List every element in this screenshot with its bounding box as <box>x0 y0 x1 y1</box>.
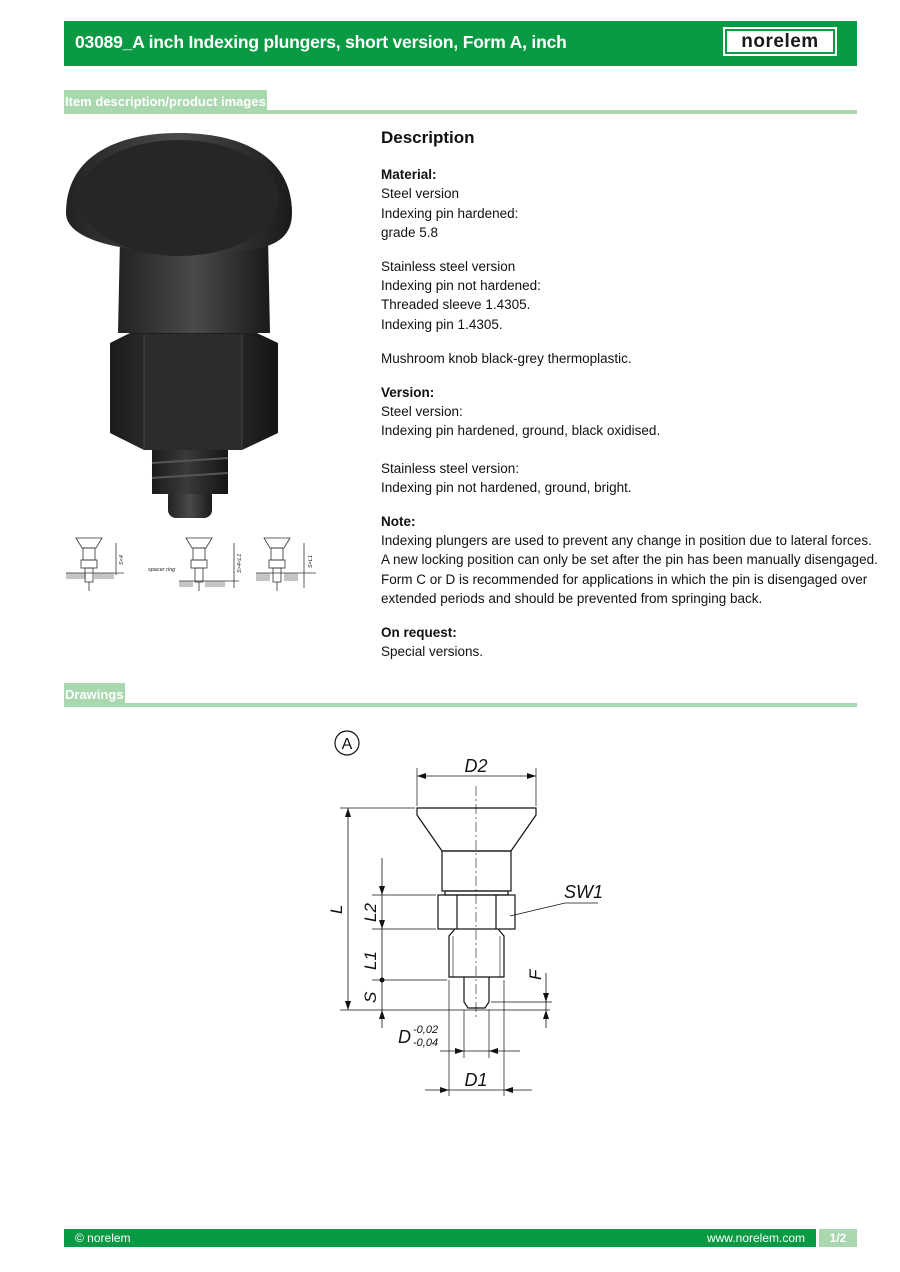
thumb-label-3: S=L1 <box>308 555 314 568</box>
request-label: On request: <box>381 625 457 641</box>
version-line: Stainless steel version: <box>381 460 520 476</box>
version-label: Version: <box>381 385 435 401</box>
stainless-block <box>381 257 861 334</box>
form-label: A <box>341 736 353 753</box>
spacer <box>381 441 861 459</box>
thumb-label-1: S<4 <box>119 555 125 565</box>
label-s: S <box>361 991 380 1003</box>
header-bar <box>64 21 857 66</box>
footer-bar <box>64 1229 857 1247</box>
version-block <box>381 383 861 497</box>
label-l1: L1 <box>361 951 380 970</box>
stainless-line: Threaded sleeve 1.4305. <box>381 297 531 313</box>
knob-line: Mushroom knob black-grey thermoplastic. <box>381 350 632 366</box>
label-d2: D2 <box>464 756 488 776</box>
stainless-line: Stainless steel version <box>381 259 516 275</box>
product-photo <box>64 128 294 528</box>
section-divider <box>64 703 857 707</box>
material-line: Indexing pin hardened: <box>381 205 519 221</box>
footer-website-link[interactable]: www.norelem.com <box>706 1231 805 1245</box>
note-line: Form C or D is recommended for applications in which the pin is disengaged over <box>381 571 868 587</box>
footer-copyright: © norelem <box>75 1231 131 1245</box>
label-tolerance-lower: -0,04 <box>413 1037 439 1049</box>
section-item-description <box>64 90 857 114</box>
note-line: A new locking position can only be set after the pin has been manually disengaged. <box>381 552 878 568</box>
section-drawings <box>64 683 857 707</box>
label-d1: D1 <box>464 1070 488 1090</box>
thumb-label-spacer: spacer ring <box>148 567 176 573</box>
note-label: Note: <box>381 514 416 530</box>
page-title: 03089_A inch Indexing plungers, short version, Form A, inch <box>75 32 567 52</box>
note-line: extended periods and should be prevented from springing back. <box>381 590 763 606</box>
request-block <box>381 623 861 661</box>
label-l: L <box>327 904 346 914</box>
label-sw1: SW1 <box>564 882 604 902</box>
knob-block <box>381 349 861 368</box>
material-label: Material: <box>381 167 437 183</box>
label-tolerance-upper: -0,02 <box>413 1024 439 1036</box>
label-f: F <box>526 969 545 980</box>
description-heading: Description <box>381 128 475 147</box>
description-panel <box>381 128 878 676</box>
norelem-logo <box>723 27 837 56</box>
mounting-thumbnails <box>64 533 324 603</box>
stainless-line: Indexing pin 1.4305. <box>381 316 503 332</box>
material-line: grade 5.8 <box>381 224 439 240</box>
thumb-label-2: S>4<L1 <box>237 553 243 573</box>
version-line: Indexing pin hardened, ground, black oxidised. <box>381 423 661 439</box>
page-number: 1/2 <box>816 1229 857 1247</box>
material-line: Steel version <box>381 186 460 202</box>
section-title-images: Item description/product images <box>64 90 267 114</box>
version-line: Indexing pin not hardened, ground, bright. <box>381 479 632 495</box>
note-line: Indexing plungers are used to prevent any change in position due to lateral forces. <box>381 533 872 549</box>
logo-text: norelem <box>727 31 833 52</box>
request-line: Special versions. <box>381 644 484 660</box>
note-block <box>381 512 878 608</box>
material-block <box>381 165 861 242</box>
label-l2: L2 <box>361 903 380 922</box>
technical-drawing <box>300 718 640 1108</box>
label-d: D <box>398 1027 411 1047</box>
section-title-drawings: Drawings <box>64 683 125 707</box>
version-line: Steel version: <box>381 404 463 420</box>
stainless-line: Indexing pin not hardened: <box>381 278 541 294</box>
